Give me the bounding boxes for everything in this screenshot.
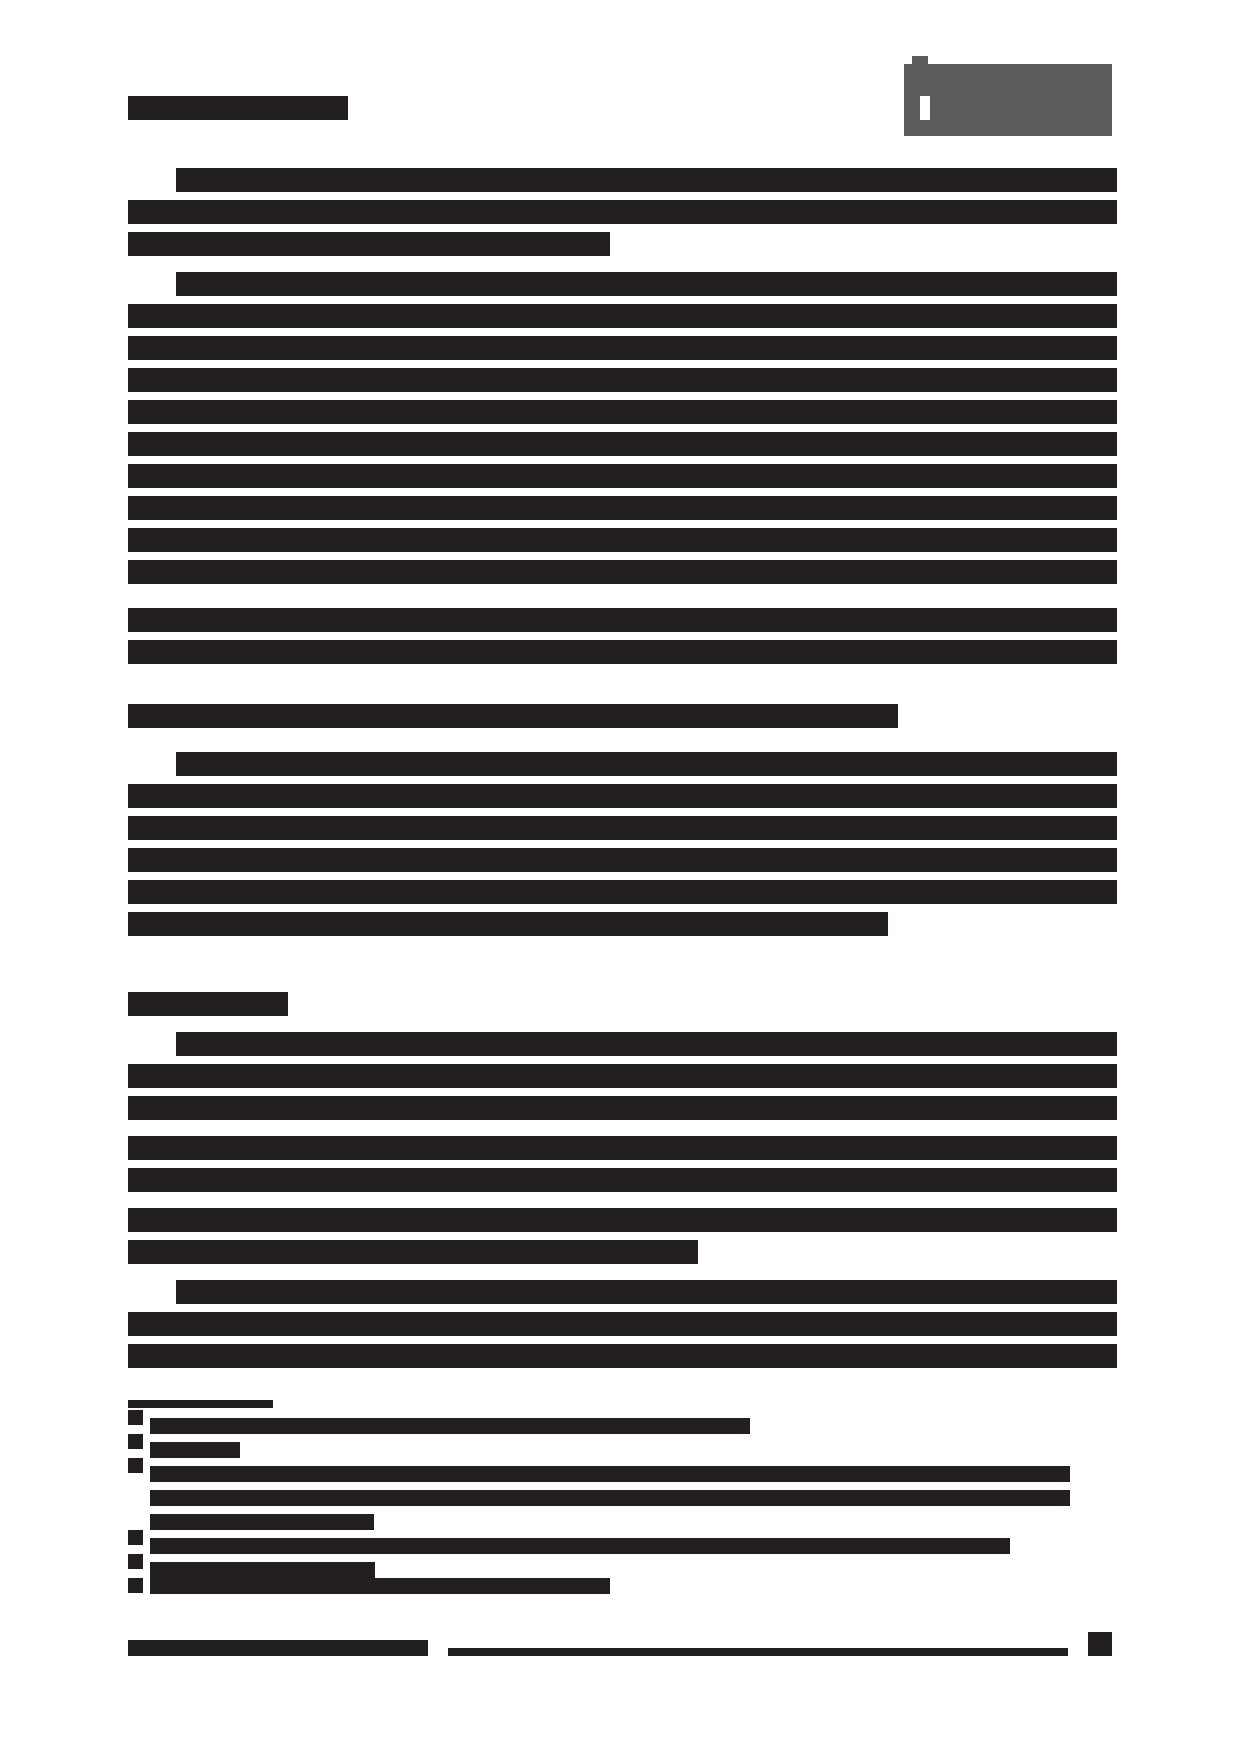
running-title [128, 96, 348, 120]
page-number [1088, 1632, 1112, 1656]
footnote-rule [128, 1400, 273, 1408]
footer-rule [448, 1648, 1068, 1656]
footer-journal-name [128, 1640, 428, 1656]
publisher-logo [904, 64, 1112, 136]
section-heading [128, 992, 288, 1016]
